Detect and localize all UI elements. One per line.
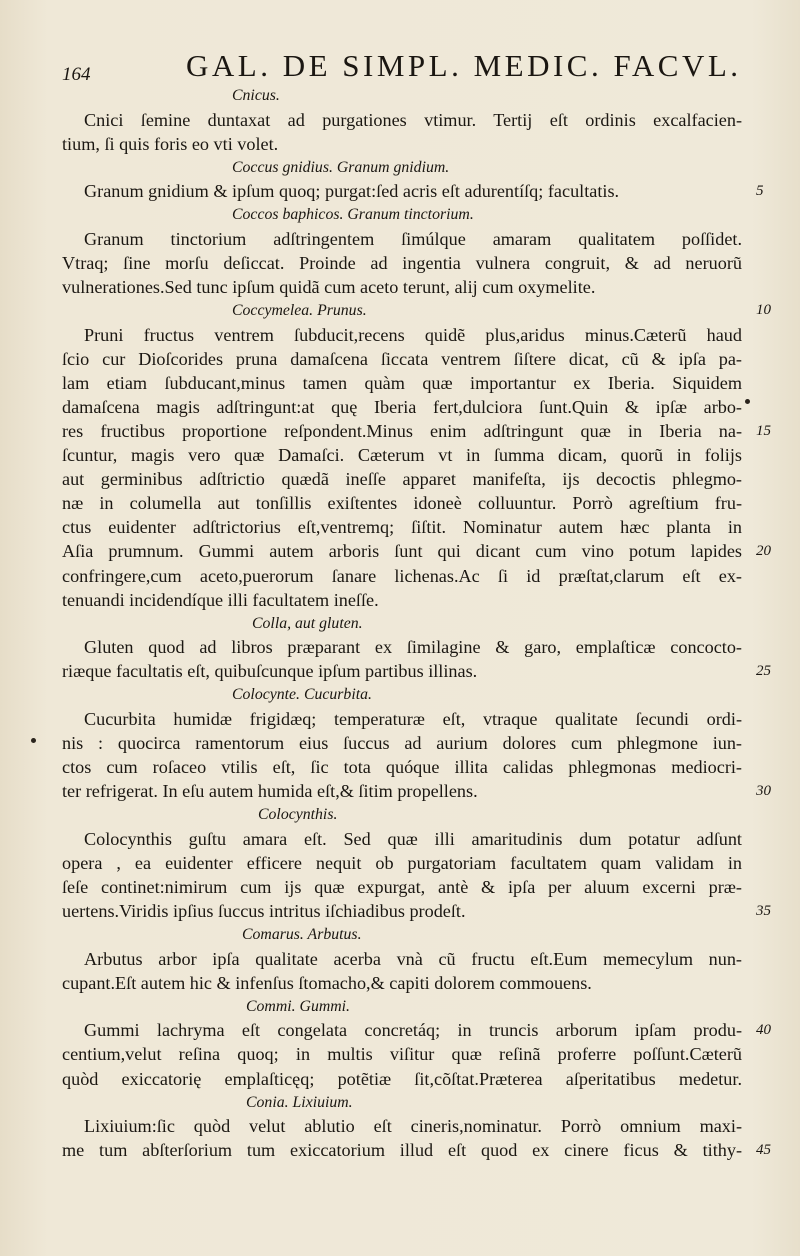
line-text: me tum abſterſorium tum exiccatorium illud eſt quod ex cinere ficus & tithy- xyxy=(62,1140,742,1161)
text-line xyxy=(62,755,742,779)
line-text: ter refrigerat. In eſu autem humida eſt,& ſitim propellens. xyxy=(62,781,478,802)
line-text: nis : quocirca ramentorum eius ſuccus ad aurium dolores cum phlegmone iun- xyxy=(62,732,742,753)
heading-text: Comarus. Arbutus. xyxy=(242,926,362,944)
text-line xyxy=(62,227,742,251)
text-line xyxy=(62,1042,742,1066)
text-line xyxy=(62,515,742,539)
text-line xyxy=(62,395,742,419)
line-text: aut germinibus adſtrictio quædã ineſſe apparet manifeſta, ijs decoctis phlegmo- xyxy=(62,469,742,490)
line-text: Pruni fructus ventrem ſubducit,recens quidẽ plus,aridus minus.Cæterũ haud xyxy=(84,324,742,345)
text-line xyxy=(62,491,742,515)
entry-heading xyxy=(62,683,742,707)
line-text: Aſia prumnum. Gummi autem arboris ſunt qui dicant cum vino potum lapides xyxy=(62,541,742,562)
page-number: 164 xyxy=(62,64,91,85)
text-line xyxy=(62,851,742,875)
line-number-marker: 40 xyxy=(756,1022,771,1039)
line-text: Granum tinctorium adſtringentem ſimúlque amaram qualitatem poſſidet. xyxy=(84,228,742,249)
line-text: tium, ſi quis foris eo vti volet. xyxy=(62,133,279,154)
text-line xyxy=(62,443,742,467)
line-text: res fructibus proportione reſpondent.Minus enim adſtringunt quæ in Iberia na- xyxy=(62,420,742,441)
line-number-marker: 10 xyxy=(756,302,771,319)
text-line xyxy=(62,1067,742,1091)
text-line xyxy=(62,659,771,683)
text-line xyxy=(62,251,742,275)
text-line xyxy=(62,179,764,203)
line-number-marker: 15 xyxy=(756,422,771,439)
line-text: centium,velut reſina quoq; in multis viſitur quæ reſinã proferre poſſunt.Cæterũ xyxy=(62,1044,742,1065)
text-line xyxy=(62,947,742,971)
heading-text: Coccos baphicos. Granum tinctorium. xyxy=(232,206,474,224)
line-text: lam etiam ſubducant,minus tamen quàm quæ importantur ex Iberia. Siquidem xyxy=(62,372,742,393)
text-line xyxy=(62,1138,771,1162)
line-text: riæque facultatis eſt, quibuſcunque ipſum partibus illinas. xyxy=(62,661,478,682)
line-number-marker: 5 xyxy=(756,183,764,200)
heading-text: Coccymelea. Prunus. xyxy=(232,302,367,320)
text-line xyxy=(62,132,742,156)
heading-text: Commi. Gummi. xyxy=(246,997,350,1015)
text-line xyxy=(62,419,771,443)
line-text: ctus euidenter adſtrictorius eſt,ventremq; ſiſtit. Nominatur autem hæc planta in xyxy=(62,517,742,538)
running-head: GAL. DE SIMPL. MEDIC. FACVL. xyxy=(186,48,742,83)
text-line xyxy=(62,371,742,395)
heading-text: Coccus gnidius. Granum gnidium. xyxy=(232,158,450,176)
line-text: uertens.Viridis ipſius ſuccus intritus iſchiadibus prodeſt. xyxy=(62,901,466,922)
line-text: Arbutus arbor ipſa qualitate acerba vnà cũ fructu eſt.Eum memecylum nun- xyxy=(84,948,742,969)
text-line xyxy=(62,779,771,803)
line-text: Cnici ſemine duntaxat ad purgationes vtimur. Tertij eſt ordinis excalfacien- xyxy=(84,109,742,130)
text-body xyxy=(62,84,771,1162)
line-text: næ in columella aut tonſillis exiſtentes idoneè colluuntur. Porrò agreſtium fru- xyxy=(62,493,742,514)
text-line xyxy=(62,899,771,923)
line-text: damaſcena magis adſtringunt:at quę Iberia fert,dulciora ſunt.Quin & ipſæ arbo- xyxy=(62,396,742,417)
line-text: Gummi lachryma eſt congelata concretáq; in truncis arborum ipſam produ- xyxy=(84,1020,742,1041)
line-number-marker: 45 xyxy=(756,1142,771,1159)
heading-text: Colla, aut gluten. xyxy=(252,614,363,632)
heading-text: Colocynte. Cucurbita. xyxy=(232,686,372,704)
line-text: Cucurbita humidæ frigidæq; temperaturæ eſt, vtraque qualitate ſecundi ordi- xyxy=(84,708,742,729)
line-text: Lixiuium:ſic quòd velut ablutio eſt cineris,nominatur. Porrò omnium maxi- xyxy=(84,1116,742,1137)
text-line xyxy=(62,588,742,612)
line-text: confringere,cum aceto,puerorum ſanare lichenas.Ac ſi id præſtat,clarum eſt ex- xyxy=(62,565,742,586)
text-line xyxy=(62,1114,742,1138)
text-line xyxy=(62,539,771,563)
text-line xyxy=(62,707,742,731)
text-line xyxy=(62,635,742,659)
text-line xyxy=(62,275,742,299)
line-text: tenuandi incidendíque illi facultatem ineſſe. xyxy=(62,589,379,610)
entry-heading xyxy=(62,84,742,108)
entry-heading xyxy=(62,156,742,180)
heading-text: Cnicus. xyxy=(232,87,280,104)
entry-heading xyxy=(62,995,742,1019)
entry-heading xyxy=(62,803,742,827)
line-text: ſcio cur Dioſcorides pruna damaſcena ſiccata ventrem ſiſtere dicat, cũ & ipſa pa- xyxy=(62,348,742,369)
line-number-marker: 30 xyxy=(756,783,771,800)
margin-bullet xyxy=(31,738,36,743)
line-number-marker: 25 xyxy=(756,663,771,680)
line-text: quòd exiccatorię emplaſticęq; potẽtiæ ſit,cõſtat.Præterea aſperitatibus medetur. xyxy=(62,1068,742,1089)
line-text: cupant.Eſt autem hic & infenſus ſtomacho,& capiti dolorem commouens. xyxy=(62,972,592,993)
line-text: Granum gnidium & ipſum quoq; purgat:ſed acris eſt adurentíſq; facultatis. xyxy=(84,181,620,202)
text-line xyxy=(62,467,742,491)
line-number-marker: 35 xyxy=(756,903,771,920)
text-line xyxy=(62,1018,771,1042)
entry-heading xyxy=(62,612,742,636)
heading-text: Colocynthis. xyxy=(258,806,338,824)
entry-heading xyxy=(62,203,742,227)
line-text: vulnerationes.Sed tunc ipſum quidã cum aceto terunt, alij cum oxymelite. xyxy=(62,276,596,297)
heading-text: Conia. Lixiuium. xyxy=(246,1093,353,1111)
margin-bullet xyxy=(745,399,750,404)
text-line xyxy=(62,564,742,588)
line-text: ſeſe continet:nimirum cum ijs quæ expurgat, antè & ipſa per aluum excerni præ- xyxy=(62,876,742,897)
line-number-marker: 20 xyxy=(756,543,771,560)
line-text: opera , ea euidenter efficere nequit ob purgatoriam facultatem quam validam in xyxy=(62,852,742,873)
text-line xyxy=(62,827,742,851)
text-line xyxy=(62,108,742,132)
text-line xyxy=(62,323,742,347)
text-line xyxy=(62,347,742,371)
line-text: Gluten quod ad libros præparant ex ſimilagine & garo, emplaſticæ concocto- xyxy=(84,637,742,658)
line-text: ſcuntur, magis vero quæ Damaſci. Cæterum vt in ſumma dicam, quorũ in folijs xyxy=(62,445,742,466)
entry-heading xyxy=(62,923,742,947)
line-text: Colocynthis guſtu amara eſt. Sed quæ illi amaritudinis dum potatur adſunt xyxy=(84,828,742,849)
entry-heading xyxy=(62,1091,742,1115)
text-line xyxy=(62,875,742,899)
text-line xyxy=(62,731,742,755)
text-line xyxy=(62,971,742,995)
line-text: ctos cum roſaceo vtilis eſt, ſic tota quóque illita calidas phlegmonas mediocri- xyxy=(62,757,742,778)
line-text: Vtraq; ſine morſu deſiccat. Proinde ad ingentia vulnera congruit, & ad neruorũ xyxy=(62,252,742,273)
page-header xyxy=(60,48,740,88)
entry-heading xyxy=(62,299,771,323)
